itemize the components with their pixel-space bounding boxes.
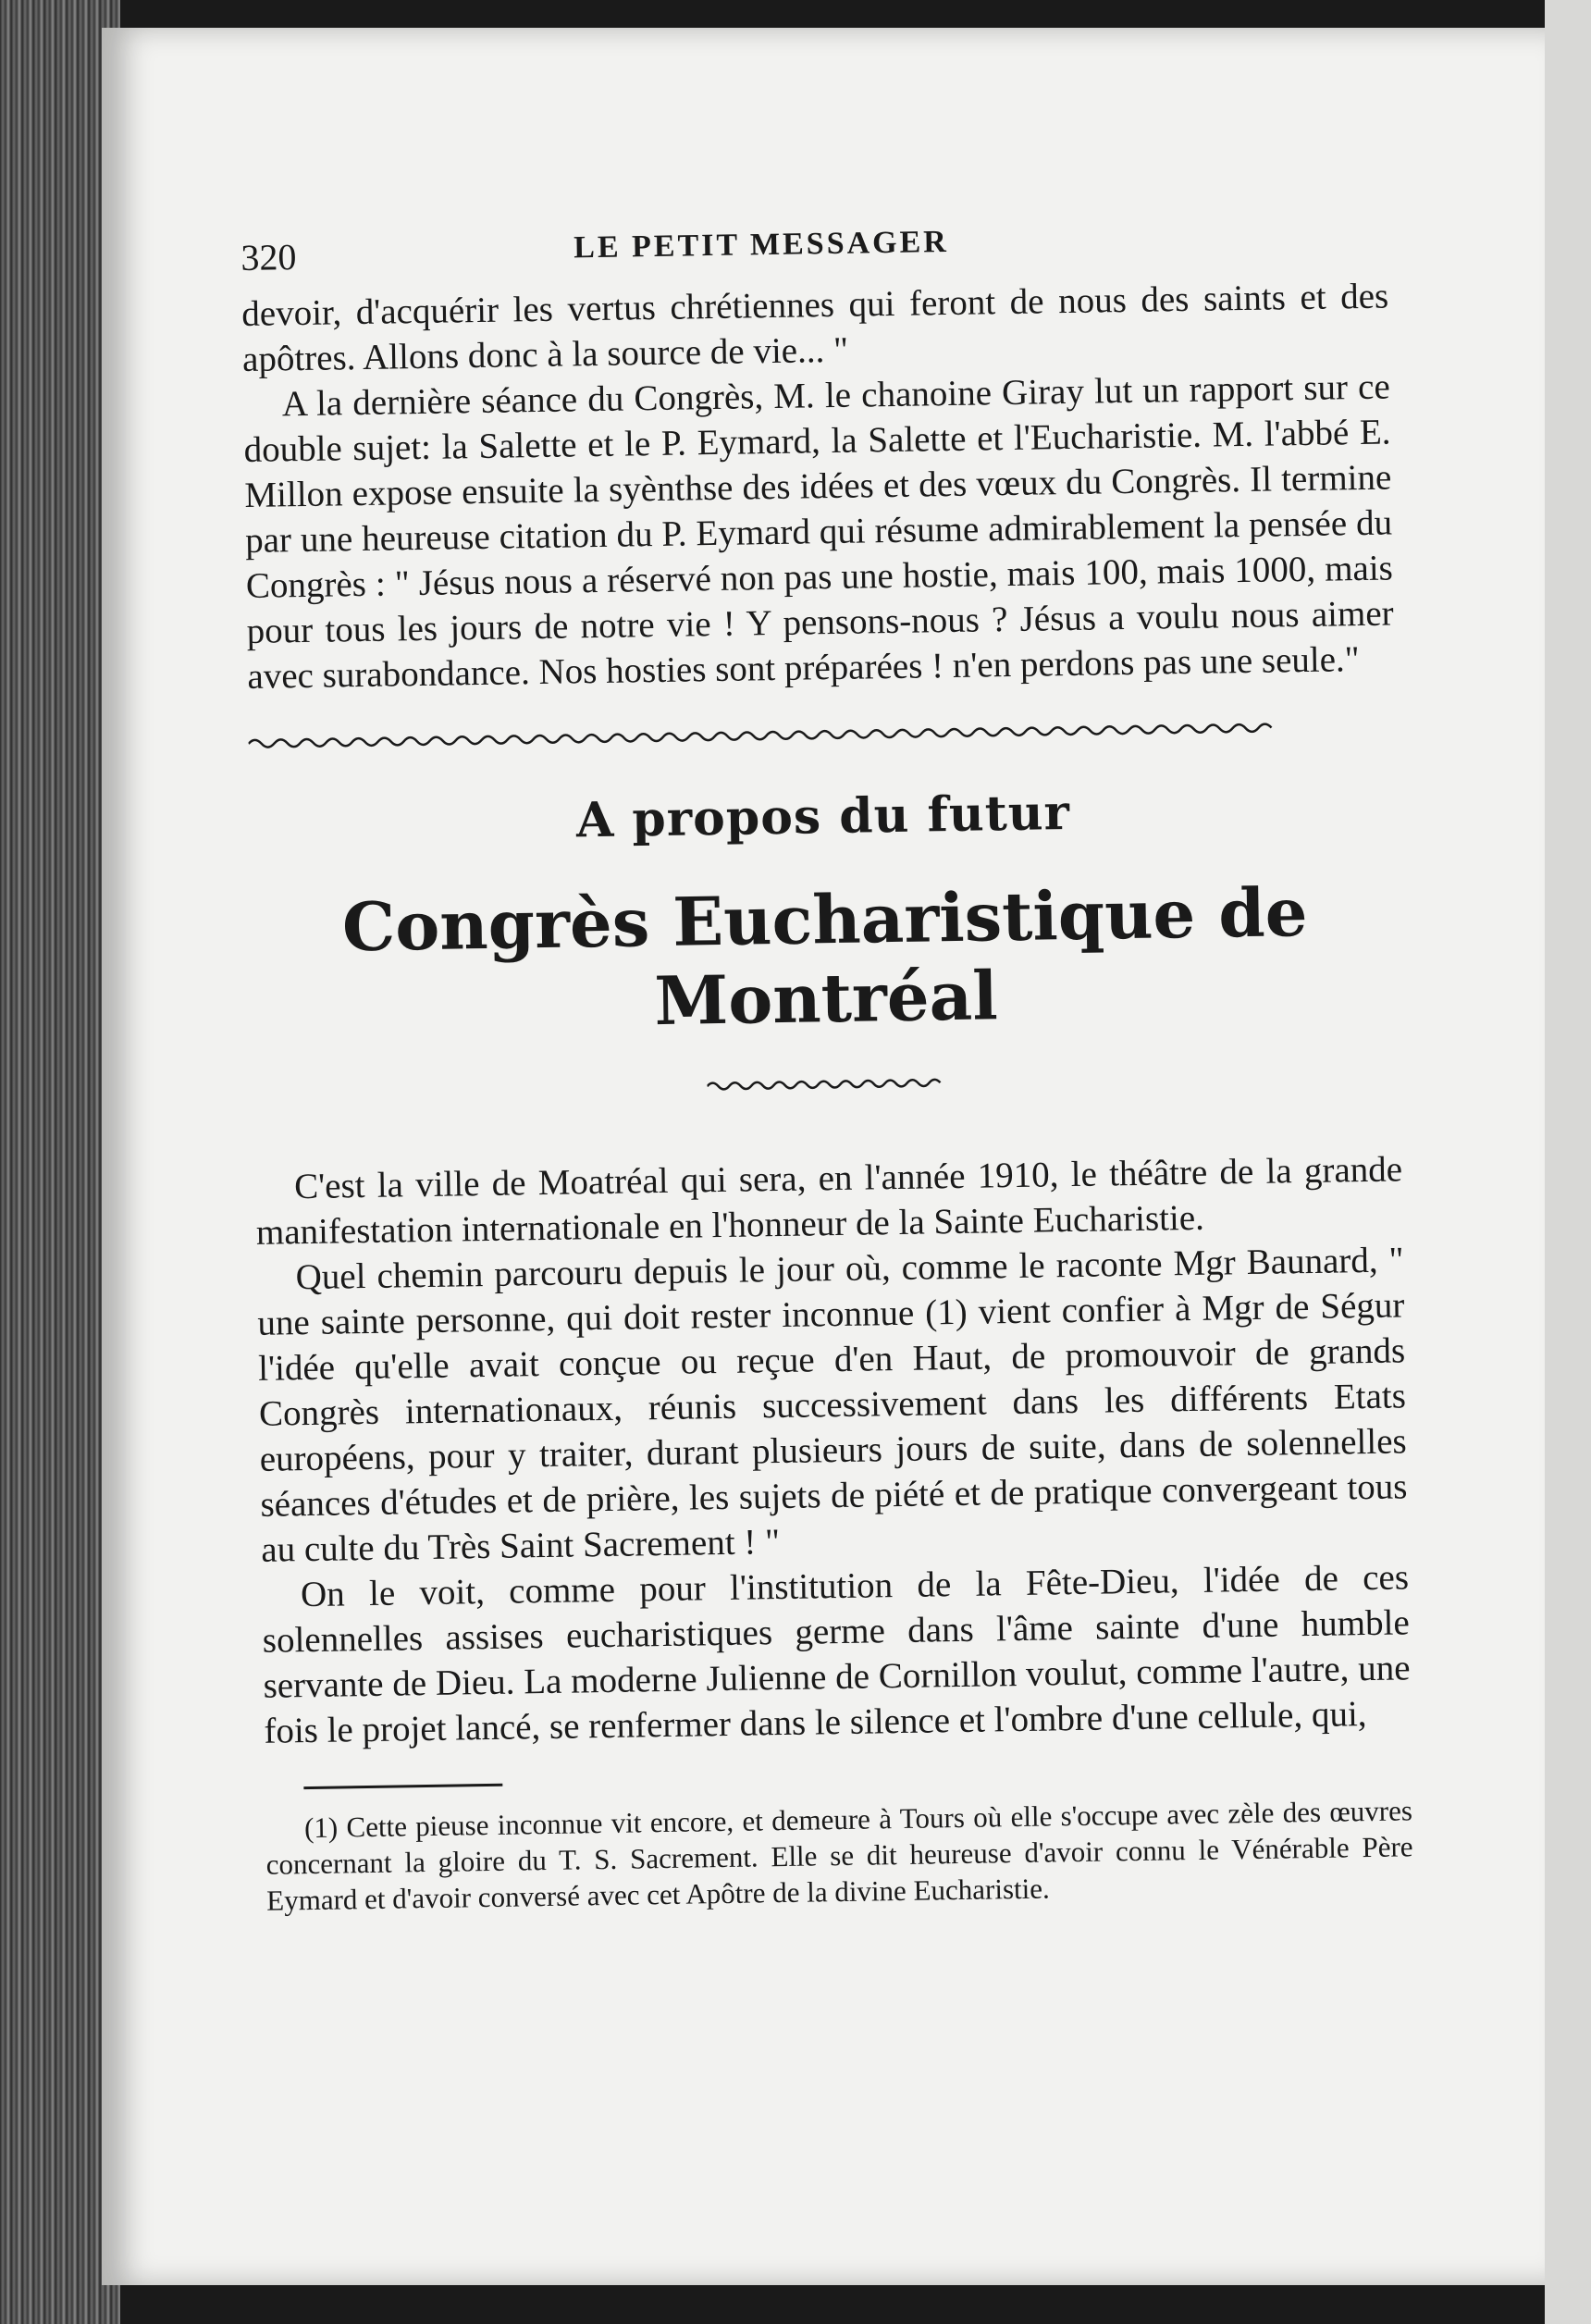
intro-paragraph: A la dernière séance du Congrès, M. le chanoine Giray lut un rapport sur ce double sujet: la Salette et le P. Eymard, la Salette et l'Eucharistie. M. l'abbé E. Millon expose ensuite la syènthse des idées et des vœux du Congrès. Il termine par une heureuse citation du P. Eymard qui résume admirablement la pensée du Congrès : " Jésus nous a réservé non pas une hostie, mais 100, mais 1000, mais pour tous les jours de notre vie ! Y pensons-nous ? Jésus a voulu nous aimer avec surabondance. Nos hosties sont préparées ! n'en perdons pas une seule." bbox=[243, 366, 1394, 697]
footnote bbox=[265, 1792, 1414, 1918]
facing-page-edge bbox=[1545, 0, 1591, 2324]
article-title-line1: A propos du futur bbox=[575, 784, 1071, 849]
section-divider bbox=[248, 718, 1395, 750]
article-paragraph: C'est la ville de Moatréal qui sera, en l'année 1910, le théâtre de la grande manifestation internationale en l'honneur de la Sainte Eucharistie. bbox=[255, 1149, 1403, 1253]
wavy-rule bbox=[248, 720, 1275, 750]
intro-text bbox=[241, 274, 1395, 699]
intro-paragraph: devoir, d'acquérir les vertus chrétiennes qui feront de nous des saints et des apôtres. Allons donc à la source de vie... " bbox=[240, 276, 1389, 379]
page-number: 320 bbox=[240, 236, 297, 278]
article-paragraph: On le voit, comme pour l'institution de la Fête-Dieu, l'idée de ces solennelles assises eucharistiques germe dans l'âme sainte d'une humble servante de Dieu. La moderne Julienne de Cornillon voulut, comme l'autre, une fois le projet lancé, se renfermer dans le silence et l'ombre d'une cellule, qui, bbox=[262, 1557, 1411, 1751]
page-content bbox=[240, 218, 1413, 1919]
footnote-rule bbox=[303, 1784, 502, 1789]
article-title-line2: Congrès Eucharistique de Montréal bbox=[341, 872, 1309, 1041]
title-wavy-rule bbox=[707, 1076, 947, 1093]
running-title: LE PETIT MESSAGER bbox=[573, 224, 950, 266]
footnote-text: (1) Cette pieuse inconnue vit encore, et demeure à Tours où elle s'occupe avec zèle des œuvres concernant la gloire du T. S. Sacrement. Elle se dit heureuse d'avoir connu le Vénérable Père Eymard et d'avoir conversé avec cet Apôtre de la divine Eucharistie. bbox=[265, 1794, 1413, 1917]
article-paragraph: Quel chemin parcouru depuis le jour où, comme le raconte Mgr Baunard, " une sainte personne, qui doit rester inconnue (1) vient confier à Mgr de Ségur l'idée qu'elle avait conçue ou reçue d'en Haut, de promouvoir de grands Congrès internationaux, réunis successivement dans les différents Etats européens, pour y traiter, durant plusieurs jours de suite, dans de solennelles séances d'études et de prière, les sujets de piété et de pratique convergeant tous au culte du Très Saint Sacrement ! " bbox=[257, 1240, 1408, 1570]
article-body bbox=[255, 1146, 1412, 1753]
